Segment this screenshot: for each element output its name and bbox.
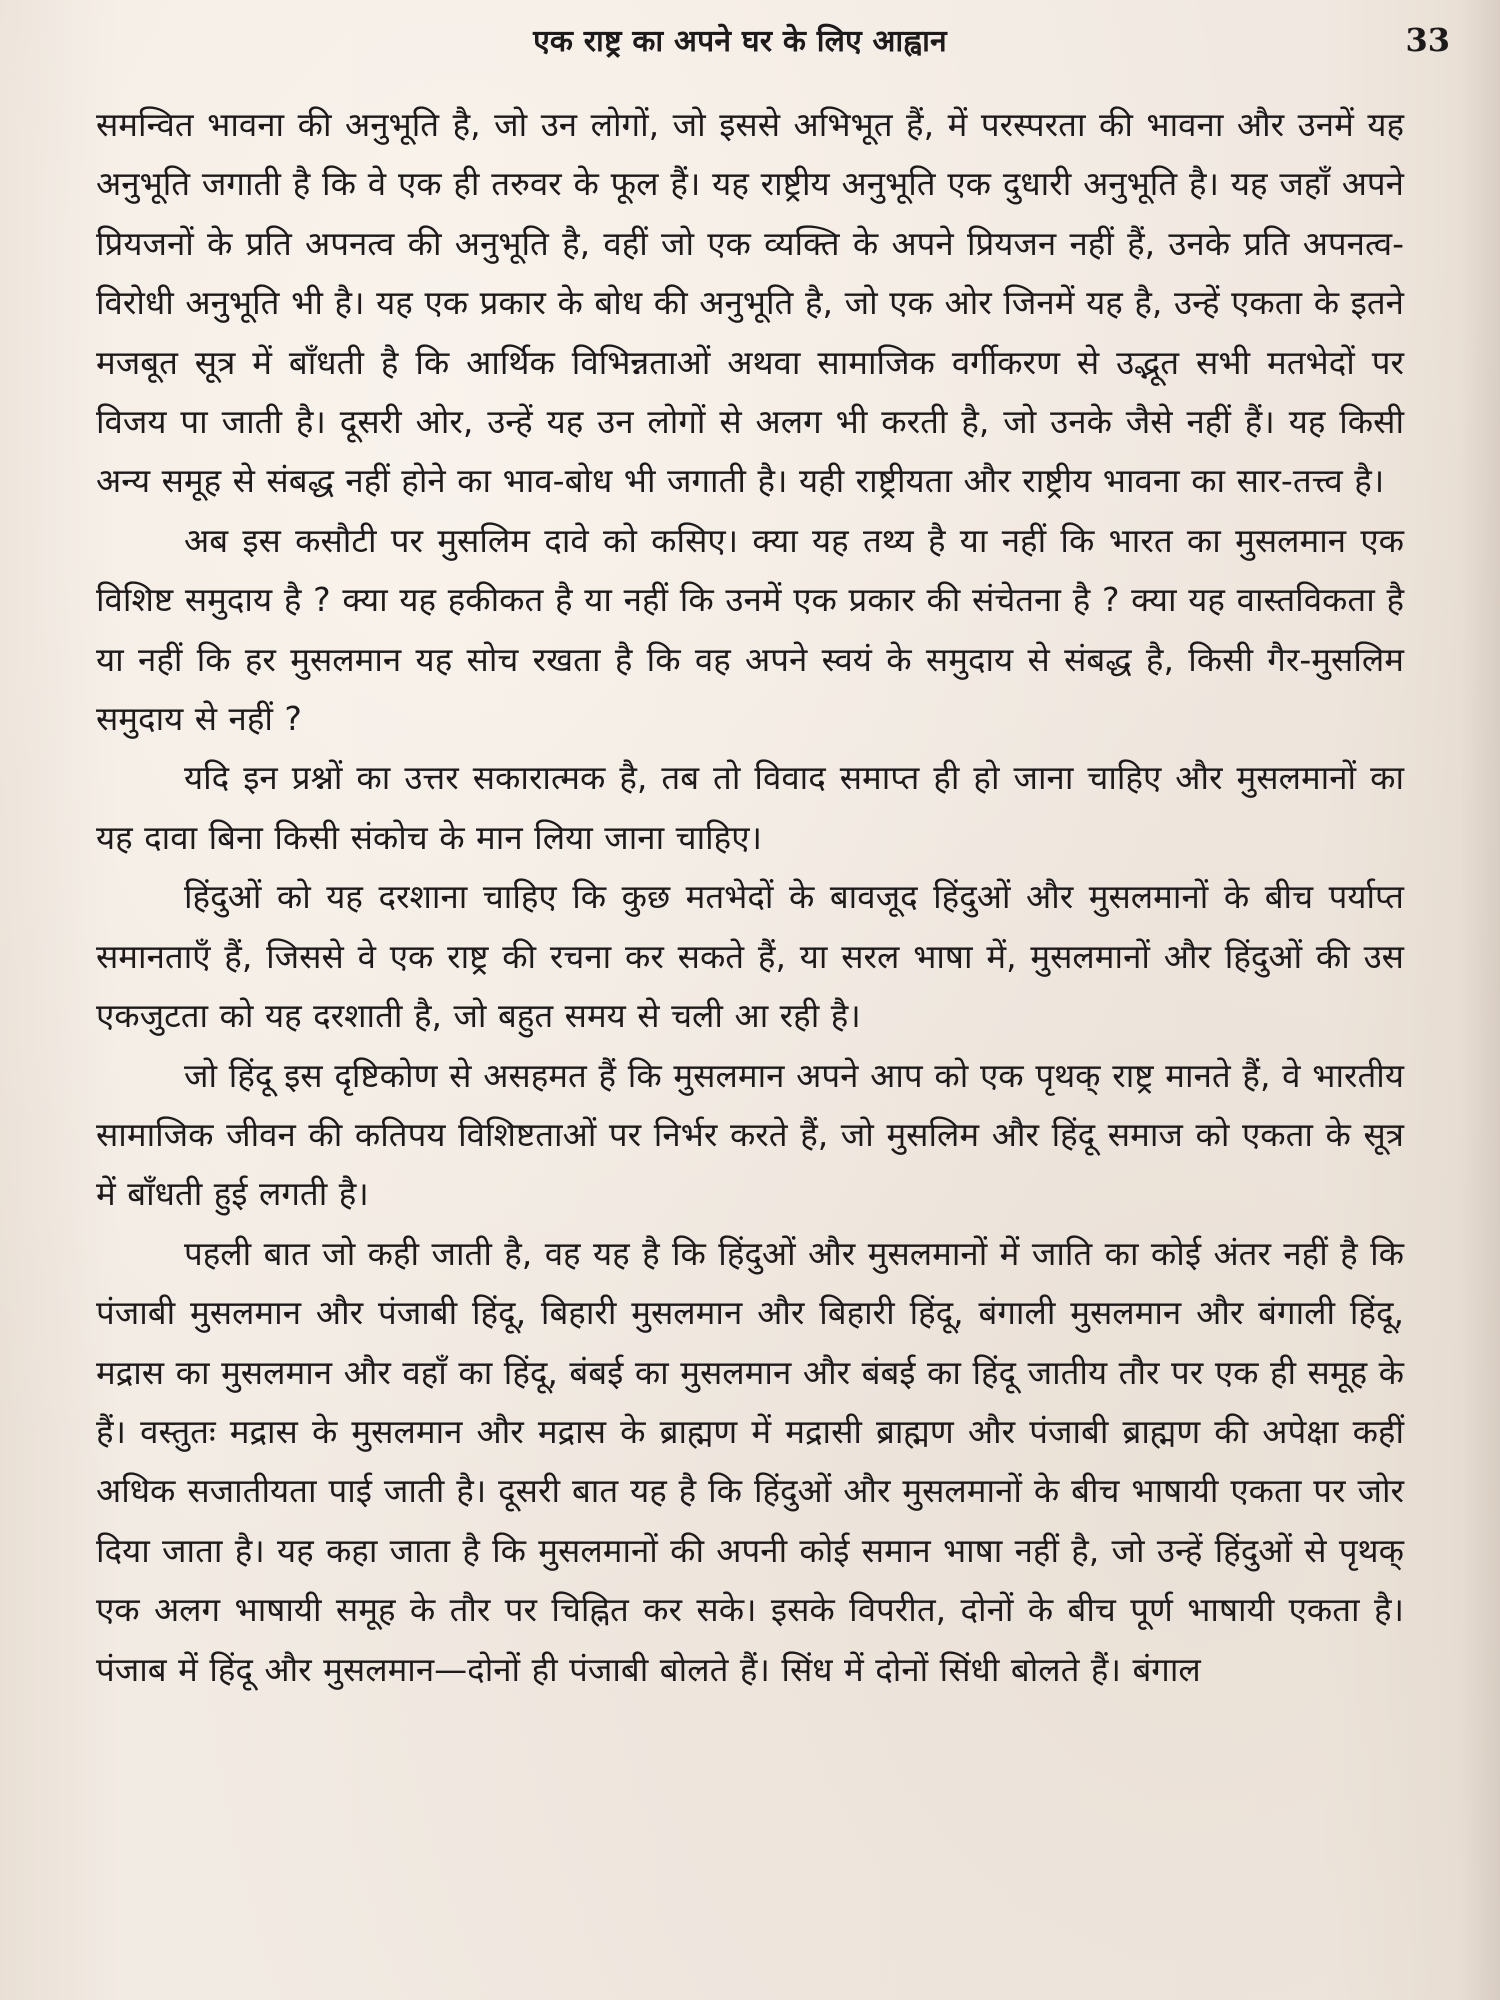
running-title: एक राष्ट्र का अपने घर के लिए आह्वान bbox=[533, 24, 947, 59]
page-number: 33 bbox=[1405, 21, 1450, 59]
page-edge-shadow bbox=[1460, 0, 1500, 2000]
paragraph-2: अब इस कसौटी पर मुसलिम दावे को कसिए। क्या यह तथ्य है या नहीं कि भारत का मुसलमान एक विशिष्ट समुदाय है ? क्या यह हकीकत है या नहीं कि उनमें एक प्रकार की संचेतना है ? क्या यह वास्तविकता है या नहीं कि हर मुसलमान यह सोच रखता है कि वह अपने स्वयं के समुदाय से संबद्ध है, किसी गैर-मुसलिम समुदाय से नहीं ? bbox=[96, 520, 1404, 739]
body-text bbox=[96, 95, 1404, 1699]
paragraph-4: हिंदुओं को यह दरशाना चाहिए कि कुछ मतभेदों के बावजूद हिंदुओं और मुसलमानों के बीच पर्याप्त समानताएँ हैं, जिससे वे एक राष्ट्र की रचना कर सकते हैं, या सरल भाषा में, मुसलमानों और हिंदुओं की उस एकजुटता को यह दरशाती है, जो बहुत समय से चली आ रही है। bbox=[96, 877, 1404, 1036]
running-header bbox=[0, 12, 1500, 72]
paragraph-3: यदि इन प्रश्नों का उत्तर सकारात्मक है, तब तो विवाद समाप्त ही हो जाना चाहिए और मुसलमानों का यह दावा बिना किसी संकोच के मान लिया जाना चाहिए। bbox=[96, 758, 1404, 857]
paragraph-6: पहली बात जो कही जाती है, वह यह है कि हिंदुओं और मुसलमानों में जाति का कोई अंतर नहीं है कि पंजाबी मुसलमान और पंजाबी हिंदू, बिहारी मुसलमान और बिहारी हिंदू, बंगाली मुसलमान और बंगाली हिंदू, मद्रास का मुसलमान और वहाँ का हिंदू, बंबई का मुसलमान और बंबई का हिंदू जातीय तौर पर एक ही समूह के हैं। वस्तुतः मद्रास के मुसलमान और मद्रास के ब्राह्मण में मद्रासी ब्राह्मण और पंजाबी ब्राह्मण की अपेक्षा कहीं अधिक सजातीयता पाई जाती है। दूसरी बात यह है कि हिंदुओं और मुसलमानों के बीच भाषायी एकता पर जोर दिया जाता है। यह कहा जाता है कि मुसलमानों की अपनी कोई समान भाषा नहीं है, जो उन्हें हिंदुओं से पृथक् एक अलग भाषायी समूह के तौर पर चिह्नित कर सके। इसके विपरीत, दोनों के बीच पूर्ण भाषायी एकता है। पंजाब में हिंदू और मुसलमान—दोनों ही पंजाबी बोलते हैं। सिंध में दोनों सिंधी बोलते हैं। बंगाल bbox=[96, 1233, 1404, 1689]
paragraph-1: समन्वित भावना की अनुभूति है, जो उन लोगों, जो इससे अभिभूत हैं, में परस्परता की भावना और उनमें यह अनुभूति जगाती है कि वे एक ही तरुवर के फूल हैं। यह राष्ट्रीय अनुभूति एक दुधारी अनुभूति है। यह जहाँ अपने प्रियजनों के प्रति अपनत्व की अनुभूति है, वहीं जो एक व्यक्ति के अपने प्रियजन नहीं हैं, उनके प्रति अपनत्व-विरोधी अनुभूति भी है। यह एक प्रकार के बोध की अनुभूति है, जो एक ओर जिनमें यह है, उन्हें एकता के इतने मजबूत सूत्र में बाँधती है कि आर्थिक विभिन्नताओं अथवा सामाजिक वर्गीकरण से उद्भूत सभी मतभेदों पर विजय पा जाती है। दूसरी ओर, उन्हें यह उन लोगों से अलग भी करती है, जो उनके जैसे नहीं हैं। यह किसी अन्य समूह से संबद्ध नहीं होने का भाव-बोध भी जगाती है। यही राष्ट्रीयता और राष्ट्रीय भावना का सार-तत्त्व है। bbox=[96, 105, 1404, 501]
paragraph-5: जो हिंदू इस दृष्टिकोण से असहमत हैं कि मुसलमान अपने आप को एक पृथक् राष्ट्र मानते हैं, वे भारतीय सामाजिक जीवन की कतिपय विशिष्टताओं पर निर्भर करते हैं, जो मुसलिम और हिंदू समाज को एकता के सूत्र में बाँधती हुई लगती है। bbox=[96, 1055, 1404, 1214]
